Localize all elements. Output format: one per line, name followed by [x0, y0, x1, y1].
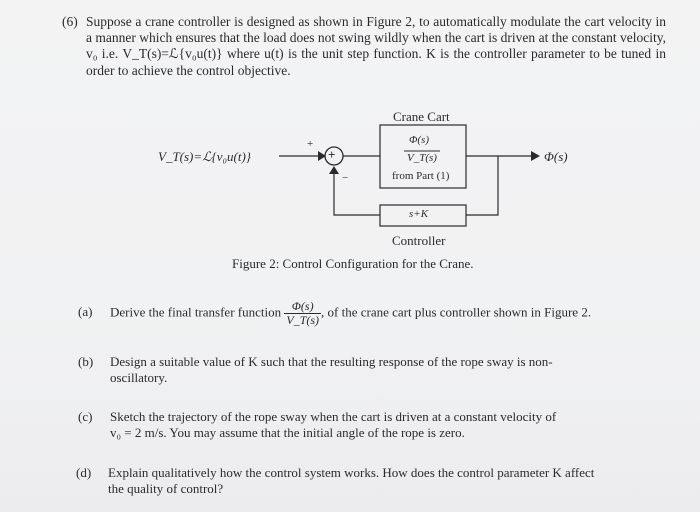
transfer-function-fraction: [284, 300, 321, 327]
part-d-letter: (d): [76, 465, 92, 480]
part-a: [78, 300, 678, 340]
part-b: [78, 354, 678, 388]
fraction-numerator: Φ(s): [284, 300, 321, 314]
plant-numerator: Φ(s): [409, 134, 429, 146]
output-label: Φ(s): [544, 149, 568, 164]
part-c-letter: (c): [78, 409, 93, 424]
part-b-line2: oscillatory.: [110, 370, 168, 385]
plant-note: from Part (1): [392, 170, 450, 182]
feedback-arrowhead: [329, 166, 339, 174]
sum-symbol: +: [328, 147, 336, 162]
part-d-line1: Explain qualitatively how the control system works. How does the control parameter K affect: [108, 465, 595, 480]
part-a-letter: (a): [78, 304, 93, 319]
input-arrowhead: [318, 151, 326, 161]
plus-sign: +: [307, 138, 314, 150]
part-a-text-before: Derive the final transfer function: [110, 304, 282, 320]
feedback-line-left: [334, 174, 380, 215]
minus-sign: −: [342, 172, 349, 184]
fraction-denominator: V_T(s): [286, 313, 320, 327]
question-number: (6): [62, 14, 78, 29]
part-d: [76, 465, 676, 499]
controller-title: Controller: [392, 233, 446, 248]
input-label: V_T(s)=ℒ{v₀u(t)}: [158, 149, 251, 164]
part-c-line1: Sketch the trajectory of the rope sway when the cart is driven at a constant velocity of: [110, 409, 557, 424]
controller-expression: s+K: [409, 208, 429, 220]
part-b-letter: (b): [78, 354, 94, 369]
question-intro: Suppose a crane controller is designed as shown in Figure 2, to automatically modulate the cart velocity in a manner which ensures that the load does not swing wildly when the cart is driven at the constant velocity, v₀ i.e. V_T(s)=ℒ{v₀u(t)} where u(t) is the unit step function. K is the controller parameter to be tuned in order to achieve the control objective.: [86, 14, 666, 78]
figure-caption: Figure 2: Control Configuration for the Crane.: [232, 256, 474, 271]
part-a-text-after: , of the crane cart plus controller shown in Figure 2.: [321, 304, 592, 320]
part-b-line1: Design a suitable value of K such that the resulting response of the rope sway is non-: [110, 354, 553, 369]
part-c-line2: v₀ = 2 m/s. You may assume that the initial angle of the rope is zero.: [110, 425, 465, 440]
output-arrowhead: [531, 151, 540, 161]
part-d-line2: the quality of control?: [108, 481, 224, 496]
crane-cart-title: Crane Cart: [393, 109, 450, 124]
part-a-text: [110, 300, 591, 327]
feedback-line-right: [466, 156, 498, 215]
plant-denominator: V_T(s): [407, 152, 437, 164]
part-c: [78, 409, 678, 443]
